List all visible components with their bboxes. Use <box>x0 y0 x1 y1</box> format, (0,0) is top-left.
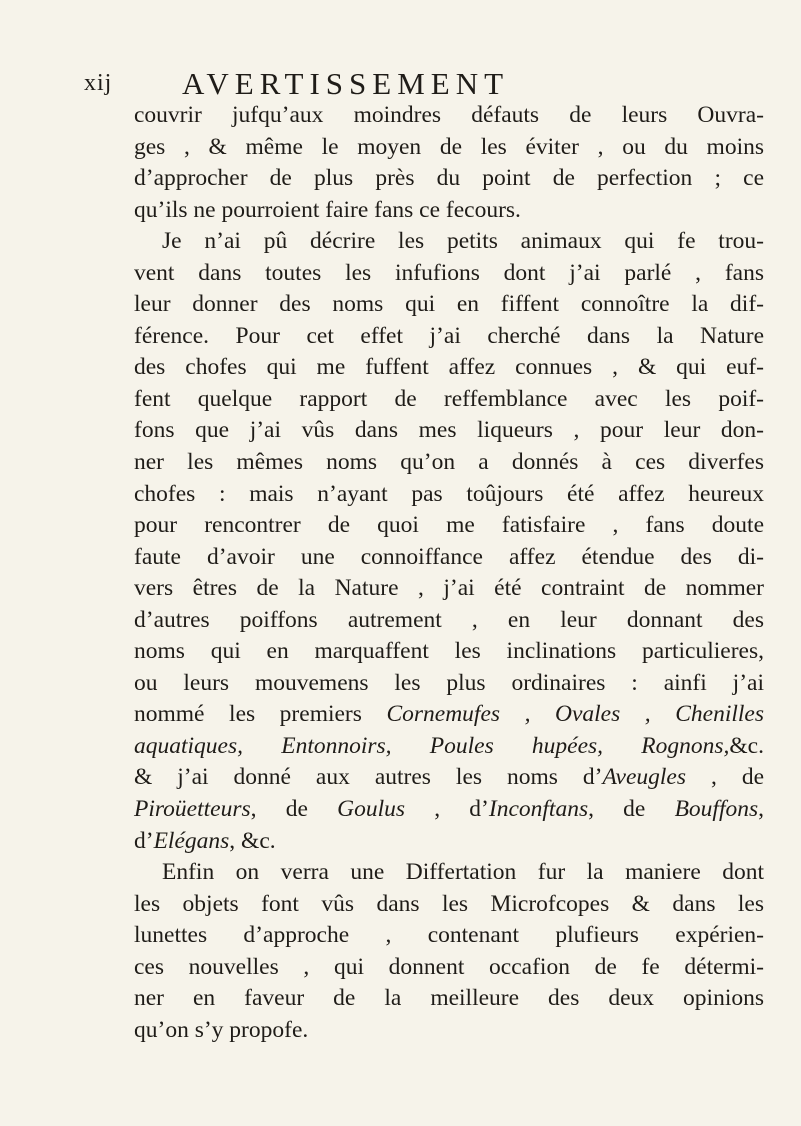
text-line: chofes : mais n’ayant pas toûjours été affez heureux <box>134 480 764 507</box>
text-line: ner les mêmes noms qu’on a donnés à ces diverfes <box>134 449 764 476</box>
text-line: fons que j’ai vûs dans mes liqueurs , pour leur don- <box>134 417 764 444</box>
page-header <box>78 66 728 100</box>
italic-run: Elégans <box>153 827 230 854</box>
italic-run: Inconftans <box>488 796 589 823</box>
text-run: , <box>758 796 764 823</box>
text-line: vent dans toutes les infufions dont j’ai parlé , fans <box>134 259 764 286</box>
text-line: qu’ils ne pourroient faire fans ce fecours. <box>134 196 521 223</box>
text-line: noms qui en marquaffent les inclinations particulieres, <box>134 638 764 665</box>
text-line: des chofes qui me fuffent affez connues , & qui euf- <box>134 354 764 381</box>
text-run: &c. <box>729 732 764 759</box>
text-line <box>134 826 764 858</box>
text-line <box>134 699 764 731</box>
text-run: , &c. <box>229 827 276 854</box>
text-run: d’ <box>134 827 154 854</box>
text-line: vers êtres de la Nature , j’ai été contraint de nommer <box>134 575 764 602</box>
text-line: pour rencontrer de quoi me fatisfaire , fans doute <box>134 512 764 539</box>
text-line: ges , & même le moyen de les éviter , ou du moins <box>134 133 764 160</box>
text-line <box>134 731 764 763</box>
italic-run: aquatiques, Entonnoirs, Poules hupées, Rognons, <box>134 732 730 759</box>
italic-run: Bouffons <box>674 796 759 823</box>
text-run: , d’ <box>405 796 489 823</box>
italic-run: Aveugles <box>602 764 686 791</box>
italic-run: Cornemufes , Ovales , Chenilles <box>386 701 764 728</box>
text-line: férence. Pour cet effet j’ai cherché dans la Nature <box>134 322 764 349</box>
paragraph-start: Enfin on verra une Differtation fur la maniere dont <box>162 859 764 886</box>
text-line: couvrir jufqu’aux moindres défauts de leurs Ouvra- <box>134 102 764 128</box>
text-line: fent quelque rapport de reffemblance avec les poif- <box>134 385 764 412</box>
text-line: les objets font vûs dans les Microfcopes & dans les <box>134 890 764 917</box>
text-run: nommé les premiers <box>134 701 387 728</box>
text-line <box>134 794 764 826</box>
paragraph-start: Je n’ai pû décrire les petits animaux qui fe trou- <box>162 228 764 255</box>
text-line: qu’on s’y propofe. <box>134 1016 309 1043</box>
text-line: faute d’avoir une connoiffance affez étendue des di- <box>134 543 764 570</box>
text-run: , de <box>686 764 764 791</box>
body-text <box>134 100 764 1046</box>
text-line: ces nouvelles , qui donnent occafion de fe détermi- <box>134 953 764 980</box>
text-run: , de <box>250 796 338 823</box>
text-line: ou leurs mouvemens les plus ordinaires : ainfi j’ai <box>134 669 764 696</box>
text-run: , de <box>588 796 675 823</box>
running-title: AVERTISSEMENT <box>182 66 510 101</box>
italic-run: Goulus <box>337 796 405 823</box>
text-line: d’approcher de plus près du point de perfection ; ce <box>134 165 764 192</box>
text-line: lunettes d’approche , contenant plufieurs expérien- <box>134 922 764 949</box>
text-line: leur donner des noms qui en fiffent connoître la dif- <box>134 291 764 318</box>
italic-run: Piroüetteurs <box>134 796 251 823</box>
text-line: ner en faveur de la meilleure des deux opinions <box>134 985 764 1012</box>
text-line: d’autres poiffons autrement , en leur donnant des <box>134 606 764 633</box>
text-line <box>134 762 764 794</box>
page-number: xij <box>84 70 113 96</box>
text-run: & j’ai donné aux autres les noms d’ <box>134 764 603 791</box>
